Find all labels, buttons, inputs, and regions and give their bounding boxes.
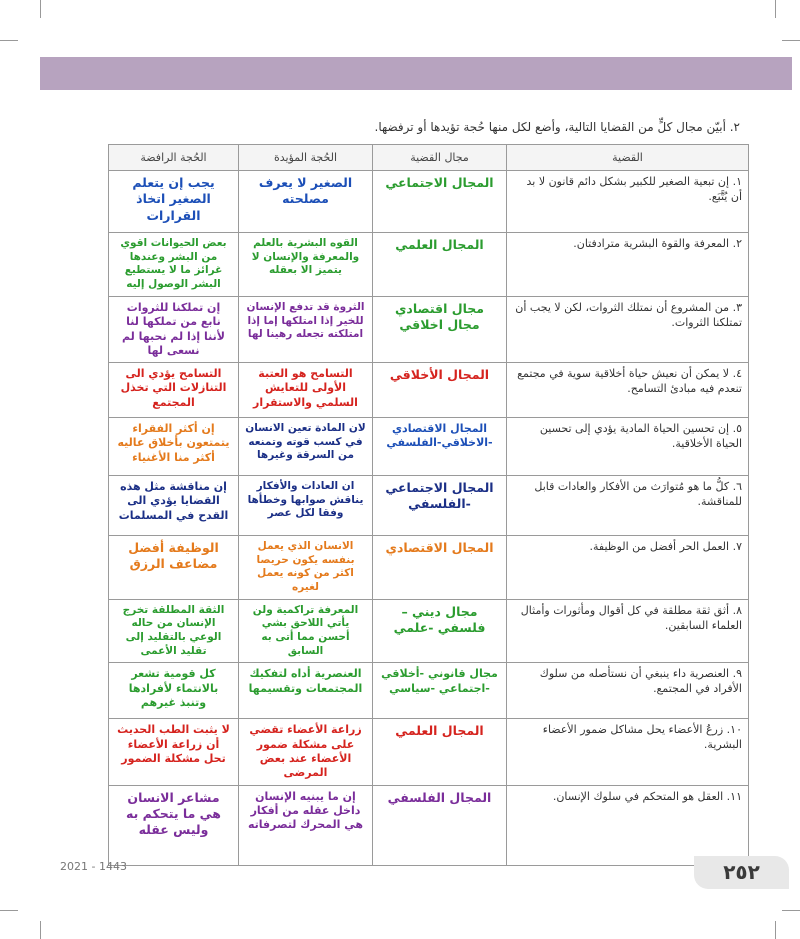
page-number: ٢٥٢ [694,856,789,889]
table-row [109,599,749,663]
oppose-cell[interactable]: كل قومية تشعر بالانتماء لأفرادها وتنبذ غيرهم [109,663,239,719]
oppose-cell[interactable]: لا يثبت الطب الحديث أن زراعة الأعضاء تحل مشكلة الضمور [109,719,239,785]
support-cell[interactable]: الصغير لا يعرف مصلحته [239,171,373,233]
field-cell[interactable]: المجال الاجتماعي -الفلسفي [373,476,507,536]
oppose-cell[interactable]: التسامح يؤدي الى التنازلات التي تخذل المجتمع [109,363,239,418]
field-cell[interactable]: مجال قانوني -أخلاقي -اجتماعي -سياسي [373,663,507,719]
issue-cell: ١٠. زرعُ الأعضاء يحل مشاكل ضمور الأعضاء البشرية. [507,719,749,785]
crop-mark [775,0,776,18]
issue-cell: ٩. العنصرية داء ينبغي أن نستأصله من سلوك الأفراد في المجتمع. [507,663,749,719]
support-cell[interactable]: العنصرية أداه لتفكيك المجتمعات وتقسيمها [239,663,373,719]
oppose-cell[interactable]: إن تملكنا للثروات نابع من تملكها لنا لأننا إذا لم نحبها لم نسعى لها [109,297,239,363]
field-cell[interactable]: المجال الاجتماعي [373,171,507,233]
issue-cell: ٥. إن تحسين الحياة المادية يؤدي إلى تحسين الحياة الأخلاقية. [507,418,749,476]
field-cell[interactable]: المجال العلمي [373,233,507,297]
table-header-row [109,145,749,171]
issue-cell: ٨. أثق ثقة مطلقة في كل أقوال ومأثورات وأمثال العلماء السابقين. [507,599,749,663]
table-row [109,536,749,600]
oppose-cell[interactable]: مشاعر الانسان هي ما يتحكم به وليس عقله [109,785,239,865]
field-cell[interactable]: المجال الاقتصادي -الاخلاقي-الفلسفي [373,418,507,476]
field-cell[interactable]: المجال الأخلاقي [373,363,507,418]
oppose-cell[interactable]: يجب إن يتعلم الصغير اتخاذ القرارات [109,171,239,233]
field-cell[interactable]: مجال ديني – فلسفي -علمي [373,599,507,663]
issue-cell: ١١. العقل هو المتحكم في سلوك الإنسان. [507,785,749,865]
crop-mark [0,40,18,41]
support-cell[interactable]: الثروة قد تدفع الإنسان للخير إذا امتلكها إما إذا امتلكته تجعله رهينا لها [239,297,373,363]
table-row [109,785,749,865]
crop-mark [40,0,41,18]
crop-mark [775,921,776,939]
oppose-cell[interactable]: الوظيفة أفضل مضاعف الرزق [109,536,239,600]
header-field: مجال القضية [373,145,507,171]
field-cell[interactable]: المجال الفلسفي [373,785,507,865]
header-band [40,57,792,90]
header-support: الحُجة المؤيدة [239,145,373,171]
support-cell[interactable]: إن ما يبنيه الإنسان داخل عقله من أفكار هي المحرك لتصرفاته [239,785,373,865]
field-cell[interactable]: المجال الاقتصادي [373,536,507,600]
worksheet-table [108,144,749,866]
support-cell[interactable]: لان المادة تعين الانسان في كسب قوته وتمنعه من السرقة وغيرها [239,418,373,476]
crop-mark [782,40,800,41]
crop-mark [40,921,41,939]
oppose-cell[interactable]: إن أكثر الفقراء يتمتعون بأخلاق عاليه أكثر منا الأغنياء [109,418,239,476]
support-cell[interactable]: المعرفة تراكمية ولن يأتي اللاحق بشي أحسن مما أتى به السابق [239,599,373,663]
oppose-cell[interactable]: الثقة المطلقة تخرج الإنسان من حاله الوعي بالتقليد إلى تقليد الأعمى [109,599,239,663]
issue-cell: ٦. كلُّ ما هو مُتوارَث من الأفكار والعادات قابل للمناقشة. [507,476,749,536]
support-cell[interactable]: الانسان الذي يعمل بنفسه يكون حريصا اكثر من كونه يعمل لغيره [239,536,373,600]
table-row [109,663,749,719]
field-cell[interactable]: المجال العلمي [373,719,507,785]
field-cell[interactable]: مجال اقتصادي مجال اخلاقي [373,297,507,363]
year-label: 2021 - 1443 [60,860,127,873]
table-row [109,171,749,233]
table-row [109,418,749,476]
table-row [109,719,749,785]
exercise-instruction: ٢. أبيّن مجال كلٍّ من القضايا التالية، وأضع لكل منها حُجة تؤيدها أو ترفضها. [374,120,740,134]
support-cell[interactable]: ان العادات والأفكار يناقش صوابها وخطأها وفقا لكل عصر [239,476,373,536]
issue-cell: ٢. المعرفة والقوة البشرية مترادفتان. [507,233,749,297]
issue-cell: ٣. من المشروع أن نمتلك الثروات، لكن لا يجب أن تمتلكنا الثروات. [507,297,749,363]
table-row [109,297,749,363]
table-row [109,476,749,536]
table-row [109,363,749,418]
support-cell[interactable]: زراعة الأعضاء تقضي على مشكلة ضمور الأعضاء عند بعض المرضى [239,719,373,785]
header-oppose: الحُجة الرافضة [109,145,239,171]
oppose-cell[interactable]: بعض الحيوانات اقوي من البشر وعندها غرائز ما لا يستطيع البشر الوصول إليه [109,233,239,297]
oppose-cell[interactable]: إن مناقشة مثل هذه القضايا يؤدي الى القدح في المسلمات [109,476,239,536]
header-issue: القضية [507,145,749,171]
issue-cell: ٧. العمل الحر أفضل من الوظيفة. [507,536,749,600]
crop-mark [782,910,800,911]
crop-mark [0,910,18,911]
table-row [109,233,749,297]
support-cell[interactable]: القوه البشرية بالعلم والمعرفة والإنسان لا يتميز الا بعقله [239,233,373,297]
issue-cell: ٤. لا يمكن أن نعيش حياة أخلاقية سوية في مجتمع تنعدم فيه مبادئ التسامح. [507,363,749,418]
support-cell[interactable]: التسامح هو العتبة الأولى للتعايش السلمي والاستقرار [239,363,373,418]
issue-cell: ١. إن تبعية الصغير للكبير بشكل دائم قانون لا بد أن يُتَّبَع. [507,171,749,233]
